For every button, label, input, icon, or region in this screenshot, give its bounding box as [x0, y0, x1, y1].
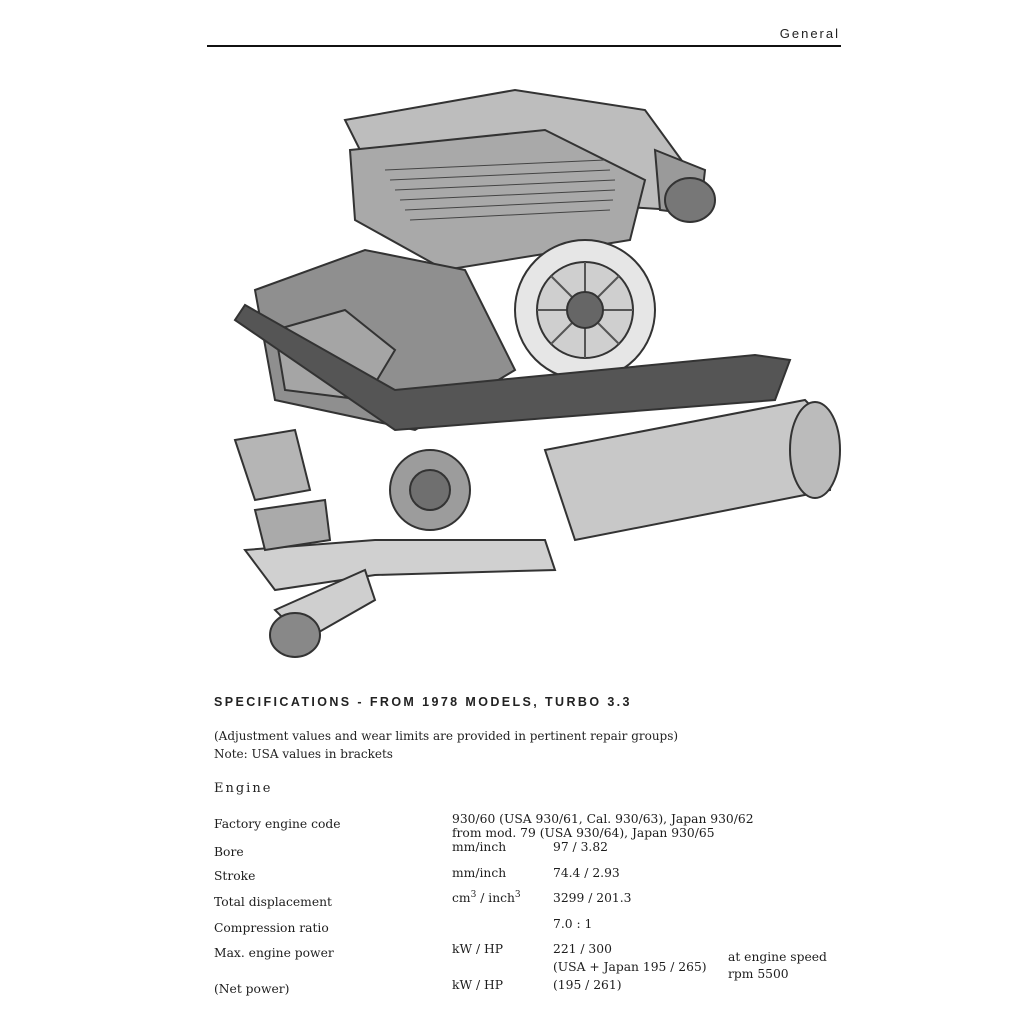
power-value-usa: (USA + Japan 195 / 265)	[553, 960, 707, 974]
specs-title: SPECIFICATIONS - FROM 1978 MODELS, TURBO 3.3	[214, 695, 632, 709]
bore-unit: mm/inch	[452, 840, 507, 854]
net-power-unit: kW / HP	[452, 978, 504, 992]
header-rule	[207, 45, 841, 47]
specs-note-usa: Note: USA values in brackets	[214, 747, 393, 761]
power-note: at engine speed	[728, 950, 827, 964]
specs-note-adjustments: (Adjustment values and wear limits are provided in pertinent repair groups)	[214, 729, 679, 743]
power-unit: kW / HP	[452, 942, 504, 956]
engine-code-label: Factory engine code	[214, 817, 341, 831]
power-rpm: rpm 5500	[728, 967, 789, 981]
section-label: General	[779, 26, 840, 41]
bore-label: Bore	[214, 845, 244, 859]
compression-label: Compression ratio	[214, 921, 329, 935]
engine-code-value-2: from mod. 79 (USA 930/64), Japan 930/65	[452, 826, 715, 840]
power-value: 221 / 300	[553, 942, 612, 956]
displacement-unit: $cm^3$ / inch$^3$	[452, 890, 521, 906]
displacement-label: Total displacement	[214, 895, 332, 909]
stroke-value: 74.4 / 2.93	[553, 866, 620, 880]
net-power-label: (Net power)	[214, 982, 290, 996]
net-power-value: (195 / 261)	[553, 978, 622, 992]
stroke-unit: mm/inch	[452, 866, 507, 880]
compression-value: 7.0 : 1	[553, 917, 593, 931]
power-label: Max. engine power	[214, 946, 334, 960]
displacement-value: 3299 / 201.3	[553, 891, 632, 905]
engine-code-value: 930/60 (USA 930/61, Cal. 930/63), Japan 930/62	[452, 812, 754, 826]
bore-value: 97 / 3.82	[553, 840, 608, 854]
engine-illustration-icon	[215, 70, 845, 670]
stroke-label: Stroke	[214, 869, 256, 883]
engine-section-heading: Engine	[214, 781, 273, 796]
